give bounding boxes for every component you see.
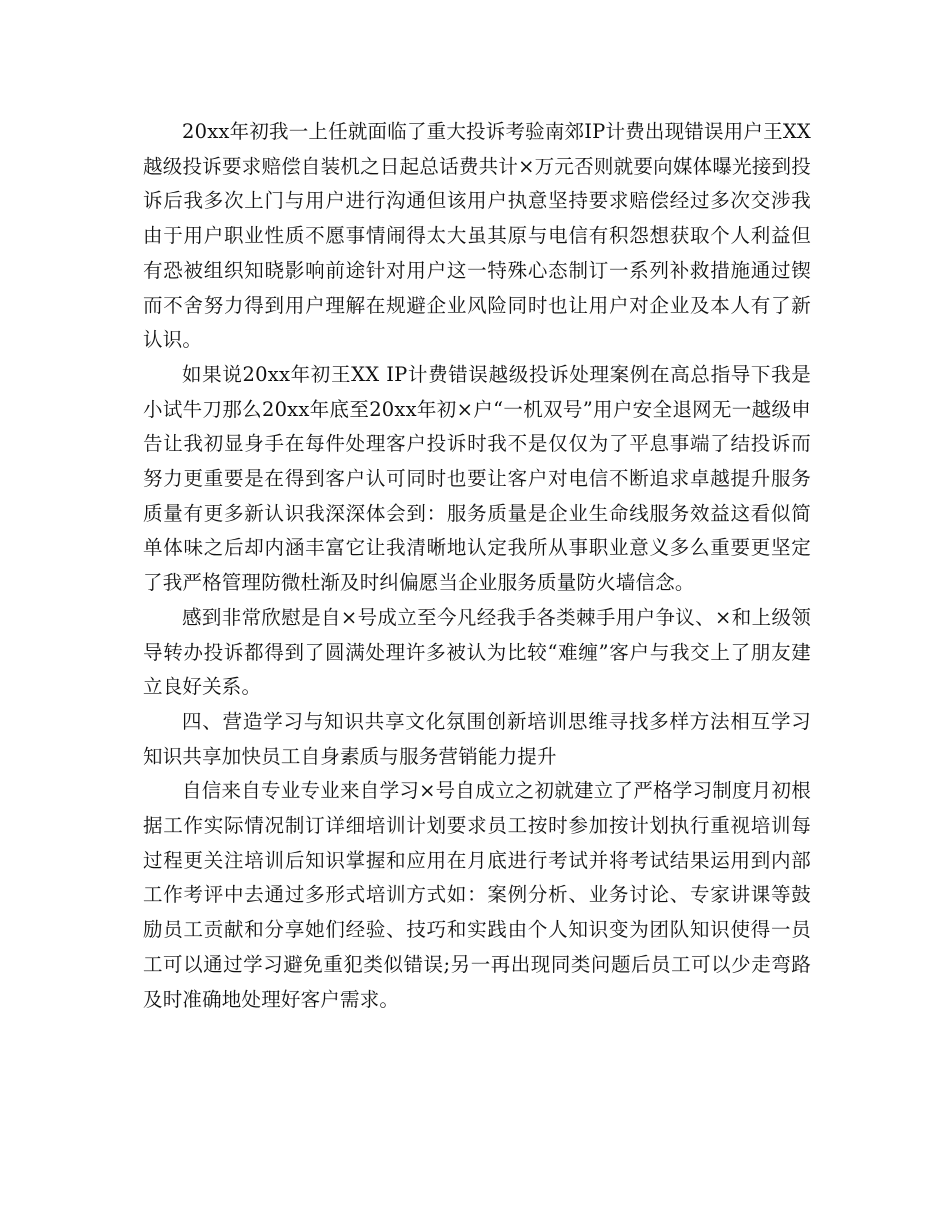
section-heading-learning-culture: 四、营造学习与知识共享文化氛围创新培训思维寻找多样方法相互学习知识共享加快员工自身素质与服务营销能力提升: [143, 709, 811, 768]
paragraph-complaint-results: 感到非常欣慰是自×号成立至今凡经我手各类棘手用户争议、×和上级领导转办投诉都得到了圆满处理许多被认为比较“难缠”客户与我交上了朋友建立良好关系。: [143, 605, 811, 699]
paragraph-service-quality: 如果说20xx年初王XX IP计费错误越级投诉处理案例在高总指导下我是小试牛刀那么20xx年底至20xx年初×户“一机双号”用户安全退网无一越级申告让我初显身手在每件处理客户投诉时我不是仅仅为了平息事端了结投诉而努力更重要是在得到客户认可同时也要让客户对电信不断追求卓越提升服务质量有更多新认识我深深体会到：服务质量是企业生命线服务效益这看似简单体味之后却内涵丰富它让我清晰地认定我所从事职业意义多么重要更坚定了我严格管理防微杜渐及时纠偏愿当企业服务质量防火墙信念。: [143, 362, 811, 595]
paragraph-ip-billing-complaint: 20xx年初我一上任就面临了重大投诉考验南郊IP计费出现错误用户王XX越级投诉要求赔偿自装机之日起总话费共计×万元否则就要向媒体曝光接到投诉后我多次上门与用户进行沟通但该用户执意坚持要求赔偿经过多次交涉我由于用户职业性质不愿事情闹得太大虽其原与电信有积怨想获取个人利益但有恐被组织知晓影响前途针对用户这一特殊心态制订一系列补救措施通过锲而不舍努力得到用户理解在规避企业风险同时也让用户对企业及本人有了新认识。: [143, 120, 811, 352]
document-body: [143, 115, 811, 1017]
paragraph-training-system: 自信来自专业专业来自学习×号自成立之初就建立了严格学习制度月初根据工作实际情况制订详细培训计划要求员工按时参加按计划执行重视培训每过程更关注培训后知识掌握和应用在月底进行考试并将考试结果运用到内部工作考评中去通过多形式培训方式如：案例分析、业务讨论、专家讲课等鼓励员工贡献和分享她们经验、技巧和实践由个人知识变为团队知识使得一员工可以通过学习避免重犯类似错误;另一再出现同类问题后员工可以少走弯路及时准确地处理好客户需求。: [143, 779, 811, 1011]
